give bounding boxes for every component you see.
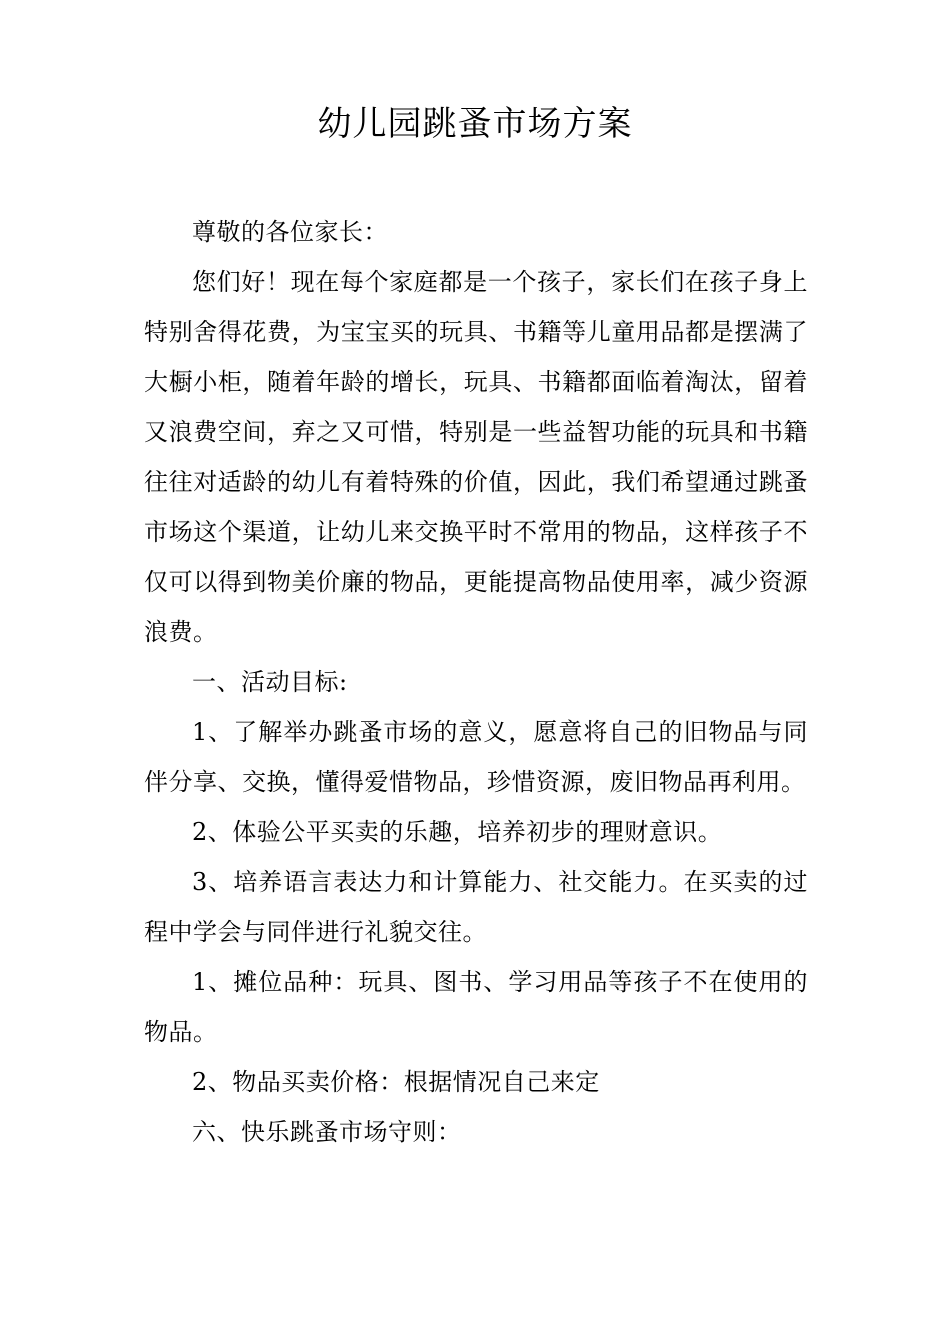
document-title: 幼儿园跳蚤市场方案 xyxy=(317,104,633,144)
greeting-paragraph: 尊敬的各位家长： xyxy=(192,218,388,246)
document-body xyxy=(144,207,808,1157)
goal-item-2: 2、体验公平买卖的乐趣，培养初步的理财意识。 xyxy=(192,818,723,846)
goal-item-3: 3、培养语言表达力和计算能力、社交能力。在买卖的过程中学会与同伴进行礼貌交往。 xyxy=(144,868,808,946)
stall-item-2: 2、物品买卖价格：根据情况自己来定 xyxy=(192,1068,600,1096)
section-heading-rules: 六、快乐跳蚤市场守则： xyxy=(192,1118,462,1146)
stall-item-1: 1、摊位品种：玩具、图书、学习用品等孩子不在使用的物品。 xyxy=(144,968,808,1046)
section-heading-goals: 一、活动目标: xyxy=(192,668,348,696)
goal-item-1: 1、了解举办跳蚤市场的意义，愿意将自己的旧物品与同伴分享、交换，懂得爱惜物品，珍惜资源，废旧物品再利用。 xyxy=(144,718,808,796)
intro-paragraph: 您们好！现在每个家庭都是一个孩子，家长们在孩子身上特别舍得花费，为宝宝买的玩具、书籍等儿童用品都是摆满了大橱小柜，随着年龄的增长，玩具、书籍都面临着淘汰，留着又浪费空间，弃之又可惜，特别是一些益智功能的玩具和书籍往往对适龄的幼儿有着特殊的价值，因此，我们希望通过跳蚤市场这个渠道，让幼儿来交换平时不常用的物品，这样孩子不仅可以得到物美价廉的物品，更能提高物品使用率，减少资源浪费。 xyxy=(144,268,808,646)
